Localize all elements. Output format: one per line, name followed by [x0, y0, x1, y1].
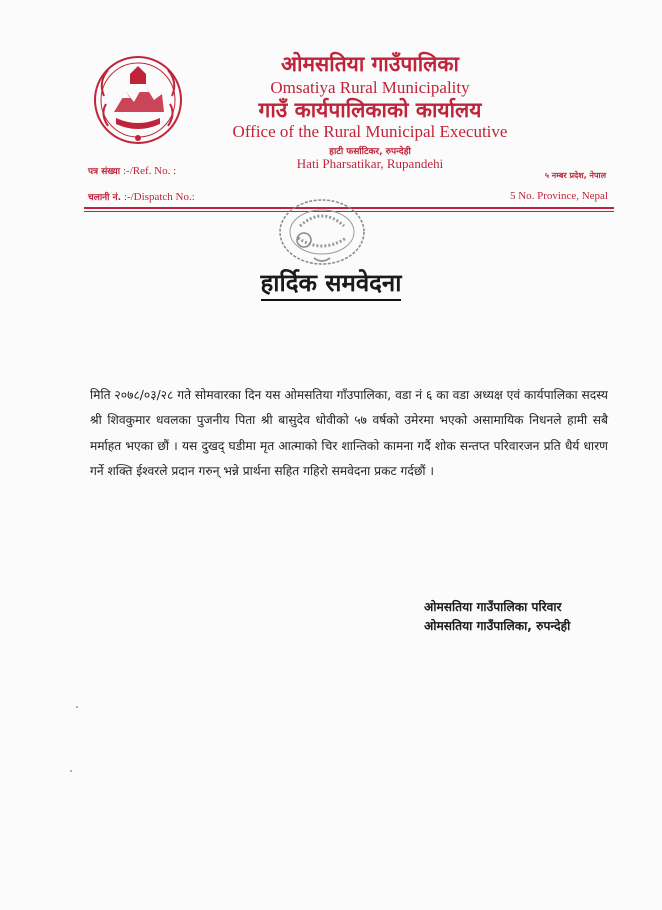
- address-np: हाटी फर्साटिकर, रुपन्देही: [329, 147, 411, 157]
- municipality-name-en: Omsatiya Rural Municipality: [270, 78, 470, 97]
- office-stamp-icon: [274, 196, 370, 272]
- province-en: 5 No. Province, Nepal: [509, 190, 608, 202]
- page-title-text: हार्दिक समवेदना: [261, 269, 402, 301]
- municipality-name-np: ओमसतिया गाउँपालिका: [281, 52, 459, 76]
- scan-speck: [76, 706, 78, 708]
- ref-label-en: :-/Ref. No. :: [123, 165, 177, 177]
- address-en: Hati Pharsatikar, Rupandehi: [296, 156, 444, 171]
- scan-speck: [70, 770, 72, 772]
- province-np: ५ नम्बर प्रदेश, नेपाल: [544, 171, 606, 180]
- nepal-emblem-icon: [92, 54, 184, 146]
- dispatch-label-np: चलानी नं.: [88, 193, 122, 203]
- office-name-np: गाउँ कार्यपालिकाको कार्यालय: [258, 98, 482, 122]
- condolence-message: मिति २०७८/०३/२८ गते सोमवारका दिन यस ओमसतिया गाँउपालिका, वडा नं ६ का वडा अध्यक्ष एवं कार्यपालिका सदस्य श्री शिवकुमार धवलका पुजनीय पिता श्री बासुदेव धोवीको ५७ वर्षको उमेरमा भएको असामायिक निधनले हामी सबै मर्माहत भएका छौं । यस दुखद् घडीमा मृत आत्माको चिर शान्तिको कामना गर्दै शोक सन्तप्त परिवारजन प्रति धैर्य धारण गर्ने शक्ति ईश्वरले प्रदान गरुन् भन्ने प्रार्थना सहित गहिरो समवेदना प्रकट गर्दछौं ।: [90, 388, 608, 478]
- page-title: [0, 266, 662, 299]
- ref-number-label: [88, 164, 176, 177]
- office-name-en: Office of the Rural Municipal Executive: [232, 122, 508, 141]
- dispatch-label-en: :-/Dispatch No.:: [123, 191, 195, 203]
- signature-line-1: ओमसतिया गाउँपालिका परिवार: [424, 600, 562, 614]
- ref-label-np: पत्र संख्या: [88, 167, 121, 177]
- signature-line-2: ओमसतिया गाउँपालिका, रुपन्देही: [424, 619, 571, 633]
- dispatch-number-label: [88, 190, 195, 203]
